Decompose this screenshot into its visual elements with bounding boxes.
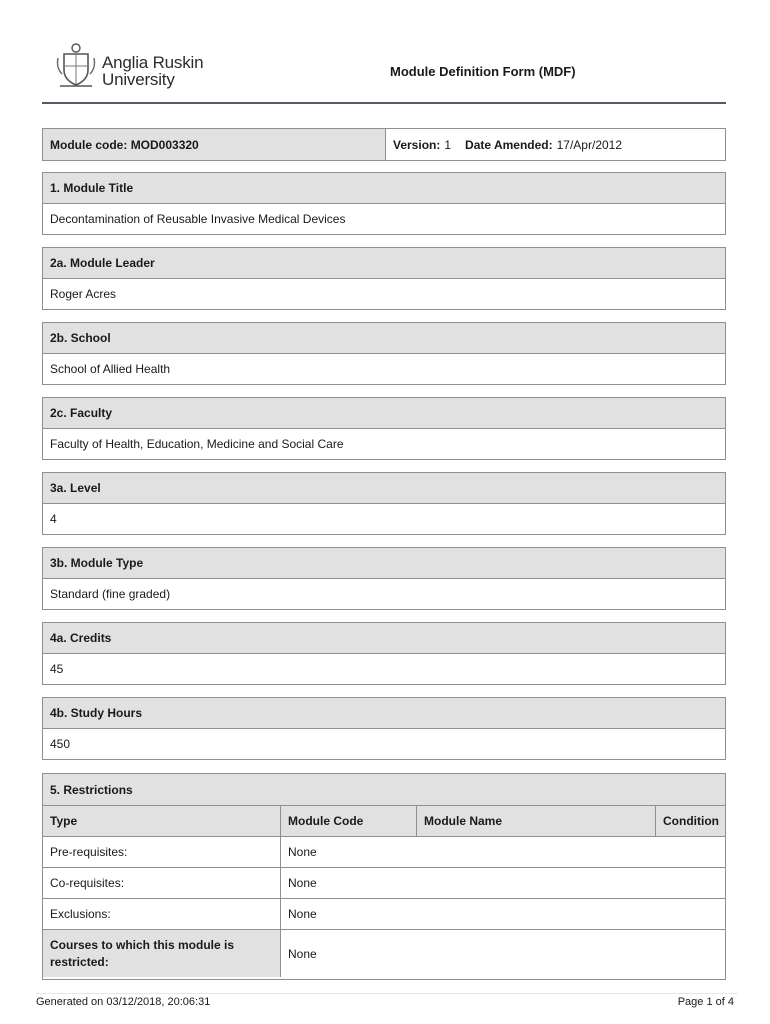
section-value: Roger Acres bbox=[50, 287, 117, 301]
section-value: School of Allied Health bbox=[50, 362, 171, 376]
section-school bbox=[42, 322, 726, 385]
section-heading: 4a. Credits bbox=[43, 623, 725, 654]
logo-text-line2: University bbox=[102, 70, 175, 89]
column-header-module-name: Module Name bbox=[417, 806, 656, 836]
section-heading: 4b. Study Hours bbox=[43, 698, 725, 729]
logo-text-line1: Anglia Ruskin bbox=[102, 53, 204, 72]
section-value: Decontamination of Reusable Invasive Medical Devices bbox=[50, 212, 346, 226]
table-row bbox=[43, 837, 725, 868]
page-header bbox=[42, 36, 726, 104]
table-row bbox=[43, 868, 725, 899]
university-logo bbox=[56, 40, 226, 88]
section-heading: 1. Module Title bbox=[43, 173, 725, 204]
restriction-value: None bbox=[288, 946, 317, 961]
table-header-row bbox=[43, 806, 725, 837]
module-code-cell bbox=[43, 129, 386, 160]
section-heading: 3b. Module Type bbox=[43, 548, 725, 579]
table-row bbox=[43, 930, 725, 977]
version-value: 1 bbox=[444, 137, 452, 152]
section-study-hours bbox=[42, 697, 726, 760]
section-value: Faculty of Health, Education, Medicine and Social Care bbox=[50, 437, 344, 451]
section-heading: 2a. Module Leader bbox=[43, 248, 725, 279]
page-number: Page 1 of 4 bbox=[677, 996, 734, 1008]
restriction-type: Co-requisites: bbox=[43, 868, 281, 898]
restriction-value: None bbox=[288, 907, 317, 921]
column-header-module-code: Module Code bbox=[281, 806, 417, 836]
date-amended-label: Date Amended: bbox=[465, 137, 553, 152]
date-amended-value: 17/Apr/2012 bbox=[556, 137, 623, 152]
module-code-label: Module code: bbox=[50, 137, 128, 152]
restriction-value: None bbox=[288, 876, 317, 890]
module-code-row bbox=[42, 128, 726, 161]
section-value: 4 bbox=[50, 512, 57, 526]
restriction-type: Pre-requisites: bbox=[43, 837, 281, 867]
section-heading: 2c. Faculty bbox=[43, 398, 725, 429]
header-divider bbox=[42, 102, 726, 104]
section-value: Standard (fine graded) bbox=[50, 587, 171, 601]
version-label: Version: bbox=[393, 137, 441, 152]
section-module-type bbox=[42, 547, 726, 610]
section-heading: 3a. Level bbox=[43, 473, 725, 504]
version-date-cell bbox=[386, 129, 725, 160]
section-faculty bbox=[42, 397, 726, 460]
module-code-value: MOD003320 bbox=[130, 137, 199, 152]
column-header-type: Type bbox=[43, 806, 281, 836]
section-module-leader bbox=[42, 247, 726, 310]
column-header-condition: Condition bbox=[663, 814, 719, 828]
crest-icon bbox=[56, 40, 96, 88]
section-level bbox=[42, 472, 726, 535]
form-title: Module Definition Form (MDF) bbox=[390, 64, 576, 79]
restriction-value: None bbox=[288, 845, 317, 859]
restriction-type: Exclusions: bbox=[43, 899, 281, 929]
restrictions-table bbox=[42, 773, 726, 980]
restrictions-heading: 5. Restrictions bbox=[43, 774, 725, 806]
section-module-title bbox=[42, 172, 726, 235]
table-row bbox=[43, 899, 725, 930]
section-credits bbox=[42, 622, 726, 685]
footer-divider bbox=[36, 993, 738, 994]
restriction-type: Courses to which this module is restricted: bbox=[43, 930, 281, 977]
section-heading: 2b. School bbox=[43, 323, 725, 354]
section-value: 450 bbox=[50, 737, 71, 751]
generated-timestamp: Generated on 03/12/2018, 20:06:31 bbox=[36, 996, 211, 1008]
section-value: 45 bbox=[50, 662, 64, 676]
